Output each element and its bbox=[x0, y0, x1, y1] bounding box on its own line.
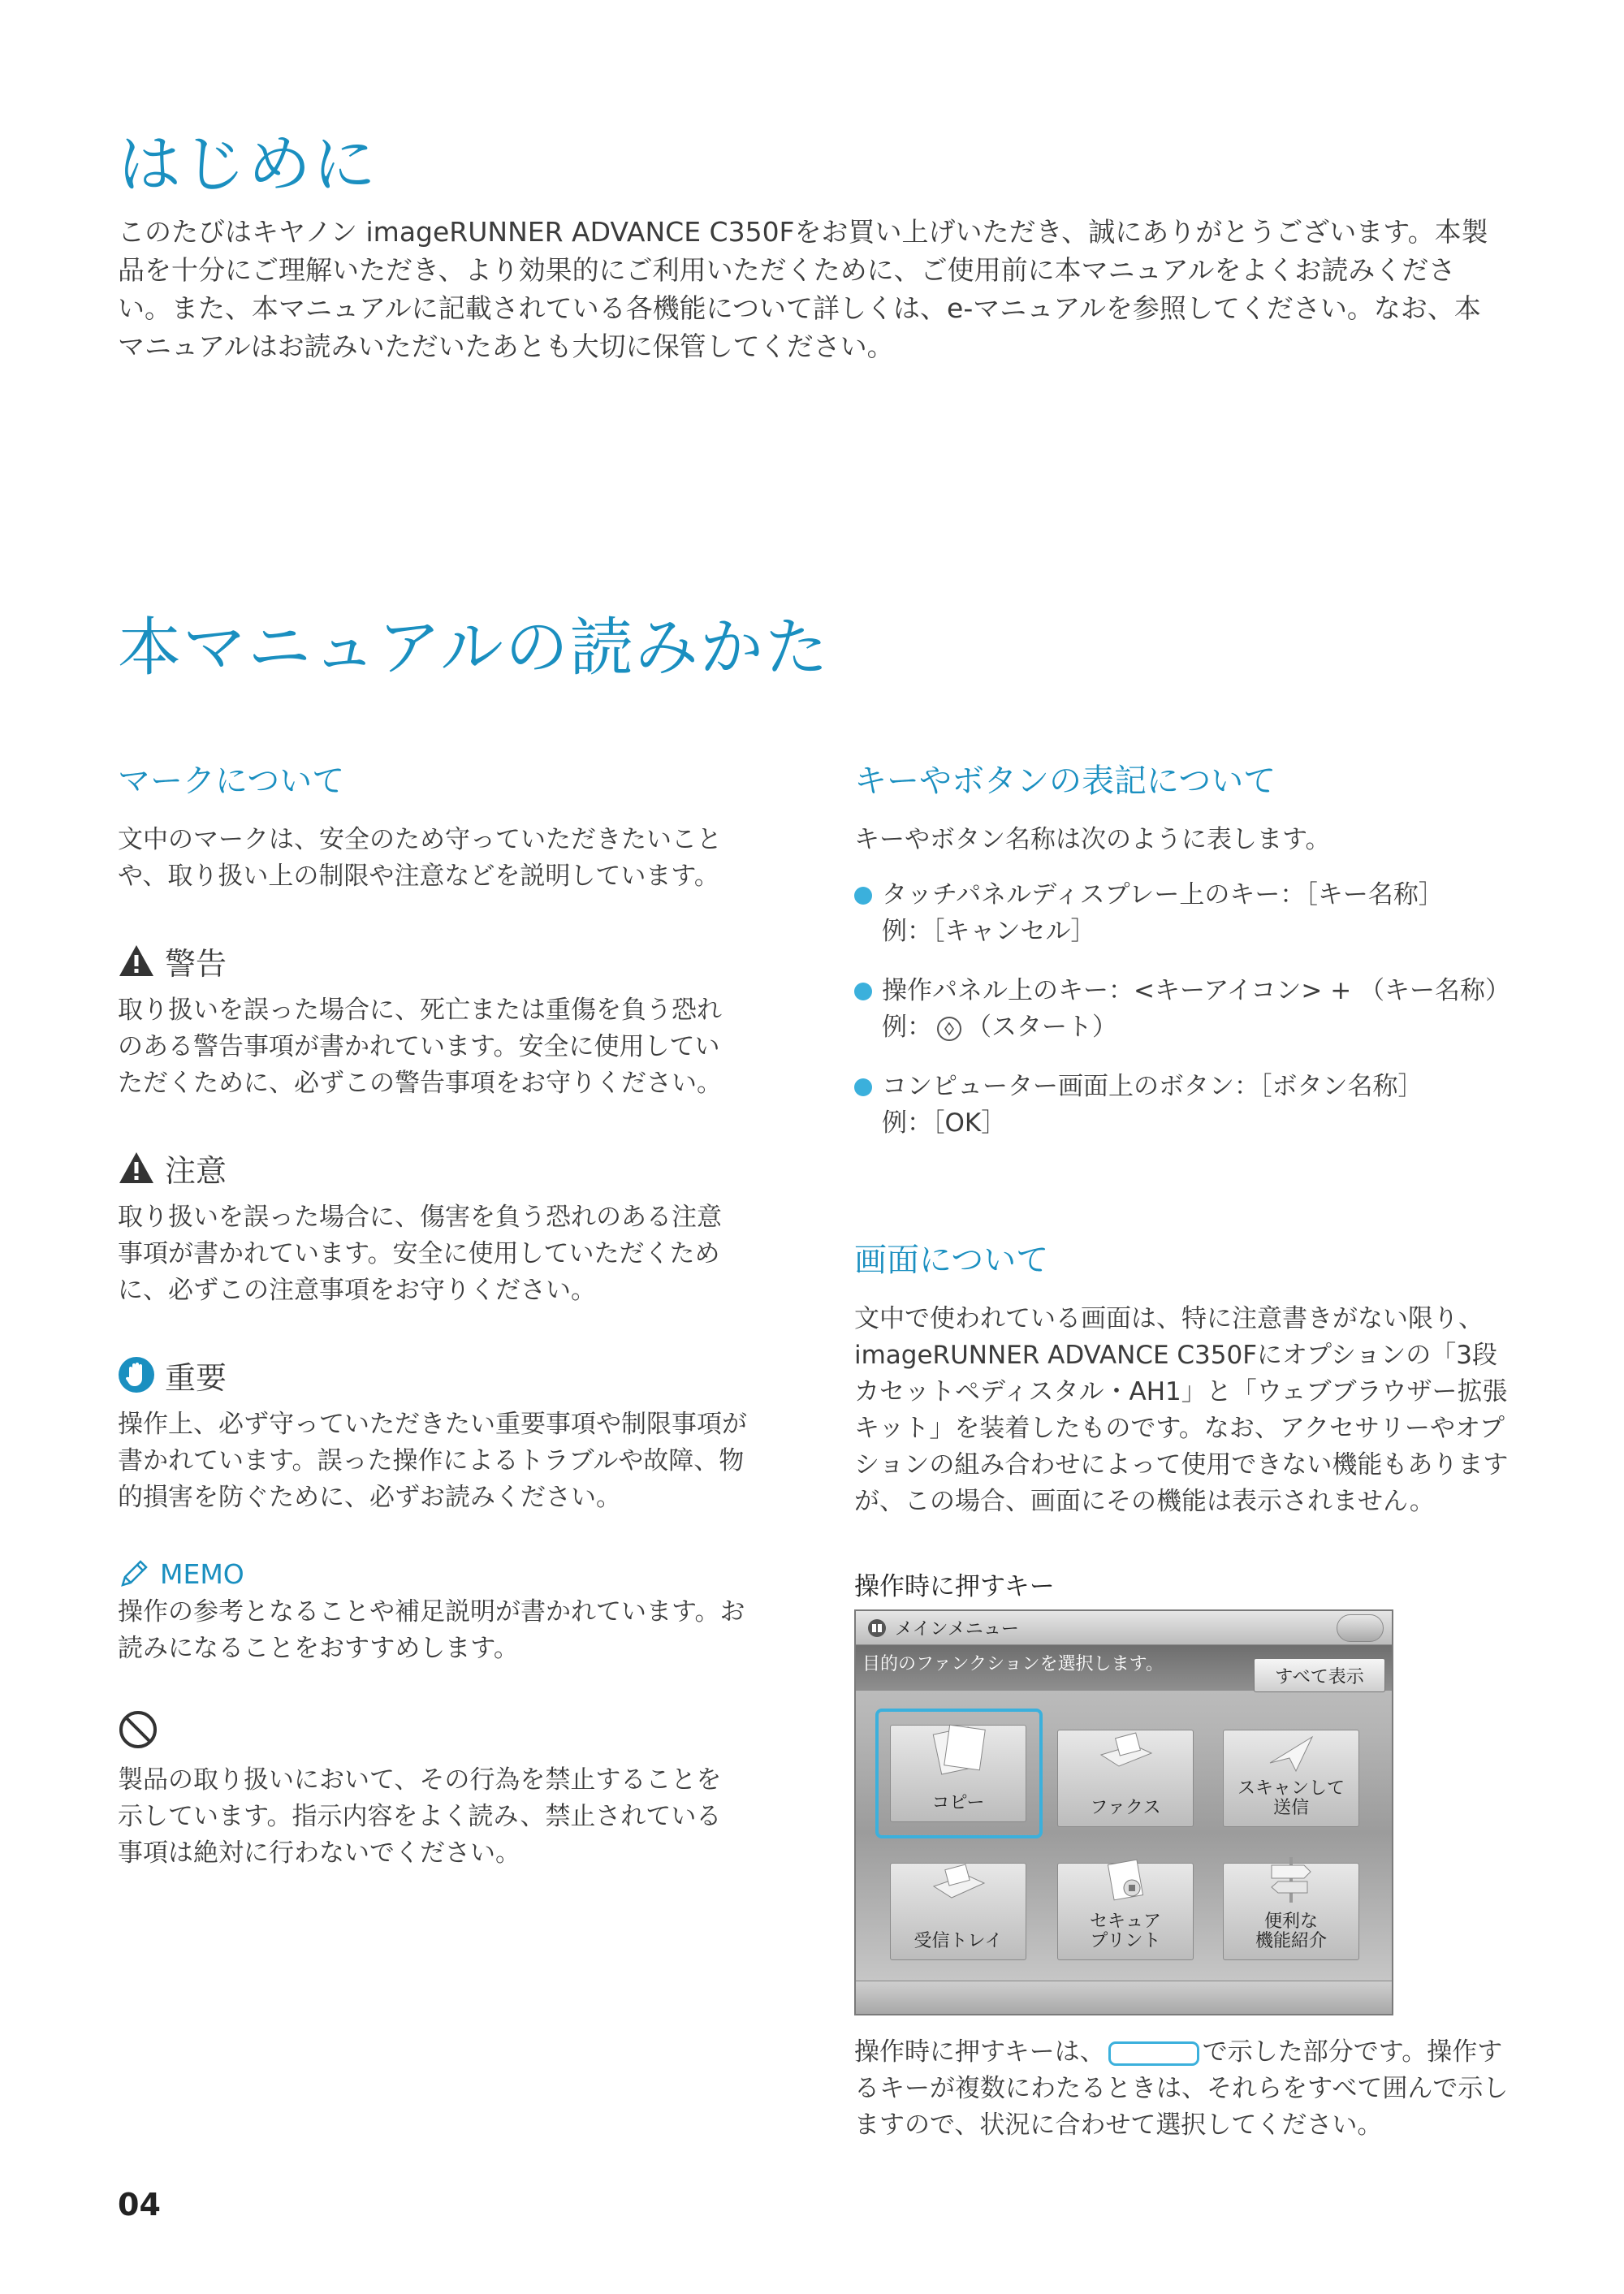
fax-icon bbox=[1093, 1730, 1158, 1779]
important-heading bbox=[118, 1352, 227, 1398]
warning-heading bbox=[118, 938, 227, 983]
key-notation-example: 例：［キャンセル］ bbox=[882, 917, 1096, 946]
inbox-label: 受信トレイ bbox=[914, 1931, 1003, 1951]
intro-text: このたびはキヤノン imageRUNNER ADVANCE C350Fをお買い上げいただき、誠にありがとうございます。本製品を十分にご理解いただき、より効果的にご利用いただくために、ご使用前に本マニュアルをよくお読みください。また、本マニュアルに記載されている各機能について詳しくは、e-マニュアルを参照してください。なお、本マニュアルはお読みいただいたあとも大切に保管してください。 bbox=[118, 216, 1488, 362]
list-item bbox=[854, 973, 1528, 1046]
copy-icon bbox=[926, 1721, 991, 1778]
list-item bbox=[854, 1069, 1528, 1142]
feature-intro-icon bbox=[1259, 1854, 1324, 1906]
show-all-button[interactable]: すべて表示 bbox=[1254, 1658, 1385, 1692]
marks-lead: 文中のマークは、安全のため守っていただきたいことや、取り扱い上の制限や注意などを説明しています。 bbox=[118, 825, 722, 891]
howto-title: 本マニュアルの読みかた bbox=[118, 611, 830, 685]
secure-print-label: セキュア プリント bbox=[1089, 1912, 1161, 1951]
pencil-icon bbox=[118, 1557, 150, 1590]
example-suffix: （スタート） bbox=[966, 1013, 1117, 1042]
memo-text: 操作の参考となることや補足説明が書かれています。お読みになることをおすすめします。 bbox=[118, 1597, 745, 1663]
inbox-button[interactable] bbox=[890, 1863, 1026, 1960]
copy-button[interactable] bbox=[890, 1725, 1026, 1822]
key-notation-text: 操作パネル上のキー：<キーアイコン> + （キー名称） bbox=[882, 976, 1511, 1005]
scan-and-send-button[interactable] bbox=[1223, 1730, 1359, 1827]
screens-note bbox=[854, 2034, 1512, 2144]
feature-intro-button[interactable] bbox=[1223, 1863, 1359, 1960]
caution-icon bbox=[118, 1151, 155, 1185]
screens-text: 文中で使われている画面は、特に注意書きがない限り、imageRUNNER ADVANCE C350Fにオプションの「3段カセットペディスタル・AH1」と「ウェブブラウザー拡張キット」を装着したものです。なお、アクセサリーやオプションの組み合わせによって使用できない機能もありますが、この場合、画面にその機能は表示されません。 bbox=[854, 1304, 1509, 1516]
start-key-icon bbox=[935, 1015, 963, 1043]
fax-label: ファクス bbox=[1090, 1798, 1161, 1818]
bullet-dot bbox=[854, 1078, 872, 1096]
memo-heading bbox=[118, 1551, 244, 1596]
bullet-dot bbox=[854, 887, 872, 905]
memo-label: MEMO bbox=[160, 1557, 244, 1590]
important-hand-icon bbox=[118, 1356, 155, 1393]
key-notation-text: コンピューター画面上のボタン：［ボタン名称］ bbox=[882, 1072, 1423, 1101]
note-after: で示した部分です。操作するキーが複数にわたるときは、それらをすべて囲んで示しますので、状況に合わせて選択してください。 bbox=[854, 2037, 1509, 2140]
secure-print-icon bbox=[1093, 1856, 1158, 1907]
scan-send-icon bbox=[1259, 1730, 1324, 1779]
title-round-button[interactable] bbox=[1337, 1614, 1384, 1642]
prohibited-text: 製品の取り扱いにおいて、その行為を禁止することを示しています。指示内容をよく読み、禁止されている事項は絶対に行わないでください。 bbox=[118, 1765, 722, 1868]
main-menu-icon bbox=[867, 1618, 887, 1638]
example-prefix: 例： bbox=[882, 1013, 932, 1042]
list-item bbox=[854, 877, 1528, 950]
status-bar bbox=[856, 1981, 1392, 2014]
copy-label: コピー bbox=[931, 1793, 985, 1813]
key-notation-example bbox=[882, 1009, 1528, 1046]
page-number: 04 bbox=[118, 2187, 161, 2223]
important-text: 操作上、必ず守っていただきたい重要事項や制限事項が書かれています。誤った操作によるトラブルや故障、物的損害を防ぐために、必ずお読みください。 bbox=[118, 1410, 747, 1512]
important-label: 重要 bbox=[165, 1359, 227, 1396]
note-before: 操作時に押すキーは、 bbox=[854, 2037, 1105, 2067]
main-menu-screenshot bbox=[854, 1609, 1393, 2015]
key-notation-example: 例：［OK］ bbox=[882, 1108, 1007, 1138]
keys-list bbox=[854, 877, 1528, 1164]
screens-heading: 画面について bbox=[854, 1242, 1049, 1279]
caution-heading bbox=[118, 1145, 227, 1190]
warning-label: 警告 bbox=[165, 945, 227, 982]
screen-message: 目的のファンクションを選択します。 bbox=[862, 1654, 1164, 1674]
prohibited-heading bbox=[118, 1707, 158, 1752]
keys-heading: キーやボタンの表記について bbox=[854, 763, 1276, 800]
warning-text: 取り扱いを誤った場合に、死亡または重傷を負う恐れのある警告事項が書かれています。安全に使用していただくために、必ずこの警告事項をお守りください。 bbox=[118, 996, 722, 1098]
screen-title-bar bbox=[856, 1611, 1392, 1645]
marks-heading: マークについて bbox=[118, 763, 345, 800]
screen-title: メインメニュー bbox=[895, 1619, 1019, 1639]
prohibited-icon bbox=[118, 1709, 158, 1750]
feature-intro-label: 便利な 機能紹介 bbox=[1255, 1912, 1327, 1951]
keys-lead: キーやボタン名称は次のように表します。 bbox=[854, 825, 1331, 854]
key-notation-text: タッチパネルディスプレー上のキー：［キー名称］ bbox=[882, 880, 1444, 909]
screenshot-caption: 操作時に押すキー bbox=[854, 1572, 1055, 1601]
secure-print-button[interactable] bbox=[1057, 1863, 1194, 1960]
caution-text: 取り扱いを誤った場合に、傷害を負う恐れのある注意事項が書かれています。安全に使用していただくために、必ずこの注意事項をお守りください。 bbox=[118, 1203, 722, 1305]
warning-icon bbox=[118, 944, 155, 978]
caution-label: 注意 bbox=[165, 1152, 227, 1189]
key-frame-sample bbox=[1108, 2041, 1199, 2066]
inbox-icon bbox=[926, 1864, 991, 1912]
fax-button[interactable] bbox=[1057, 1730, 1194, 1827]
scan-send-label: スキャンして 送信 bbox=[1237, 1778, 1345, 1818]
intro-title: はじめに bbox=[118, 128, 378, 201]
bullet-dot bbox=[854, 983, 872, 1000]
